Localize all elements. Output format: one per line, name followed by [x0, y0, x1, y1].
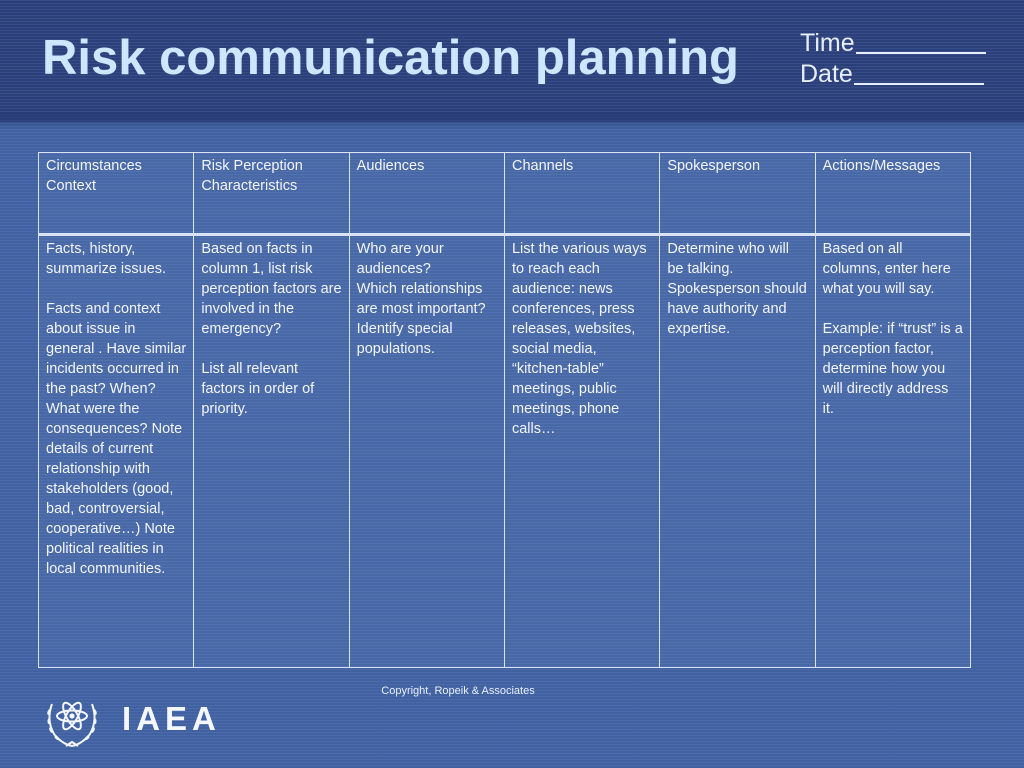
header-line: Circumstances: [46, 158, 142, 174]
header-spokesperson: [660, 153, 815, 235]
cell-text: Who are your audiences?: [356, 241, 444, 277]
cell-spokesperson: [660, 235, 815, 668]
table-header-row: [39, 153, 971, 235]
header-line: Characteristics: [201, 178, 298, 194]
cell-text: Facts, history, summarize issues.: [46, 241, 167, 277]
cell-text: List the various ways to reach each audience: news conferences, press releases, websites, social media, “kitchen-table” meetings, public meetings, phone calls…: [511, 241, 647, 437]
header-audiences: [349, 153, 504, 235]
time-date-fields: [800, 28, 986, 90]
time-field: [800, 28, 986, 59]
cell-text: Example: if “trust” is a perception factor, determine how you will directly address it.: [822, 321, 963, 417]
cell-text: Based on all columns, enter here what you will say.: [822, 241, 951, 297]
header-line: Audiences: [356, 158, 425, 174]
cell-text: Identify special populations.: [356, 321, 453, 357]
cell-text: Based on facts in column 1, list risk perception factors are involved in the emergency?: [201, 241, 342, 337]
header-risk-perception: [194, 153, 349, 235]
title-band-fade: [0, 112, 1024, 130]
cell-circumstances: [39, 235, 194, 668]
header-line: Actions/Messages: [822, 158, 941, 174]
header-line: Spokesperson: [667, 158, 761, 174]
cell-text: Determine who will be talking. Spokesperson should have authority and expertise.: [667, 241, 807, 337]
header-line: Context: [46, 178, 96, 194]
copyright-text: Copyright, Ropeik & Associates: [381, 685, 535, 697]
date-label: Date: [800, 60, 853, 88]
slide-title: Risk communication planning: [42, 31, 739, 85]
header-line: Risk Perception: [201, 158, 303, 174]
cell-text: List all relevant factors in order of priority.: [201, 361, 315, 417]
iaea-logo-text: IAEA: [122, 700, 221, 737]
cell-text: Facts and context about issue in general . Have similar incidents occurred in the past? When? What were the consequences? Note details of current relationship with stakeholders (good, bad, controversial, cooperative…) Note political realities in local communities.: [46, 301, 187, 577]
header-line: Channels: [511, 158, 574, 174]
iaea-atom-wreath-logo-icon: [40, 688, 104, 752]
cell-text: Which relationships are most important?: [356, 281, 486, 317]
planning-table: [38, 152, 971, 668]
cell-risk-perception: [194, 235, 349, 668]
cell-actions-messages: [815, 235, 970, 668]
header-circumstances: [39, 153, 194, 235]
cell-channels: [504, 235, 659, 668]
table-row: [39, 235, 971, 668]
time-blank-line: [856, 28, 986, 54]
date-field: [800, 59, 986, 90]
date-blank-line: [854, 59, 984, 85]
header-channels: [504, 153, 659, 235]
time-label: Time: [800, 29, 855, 57]
header-actions-messages: [815, 153, 970, 235]
cell-audiences: [349, 235, 504, 668]
